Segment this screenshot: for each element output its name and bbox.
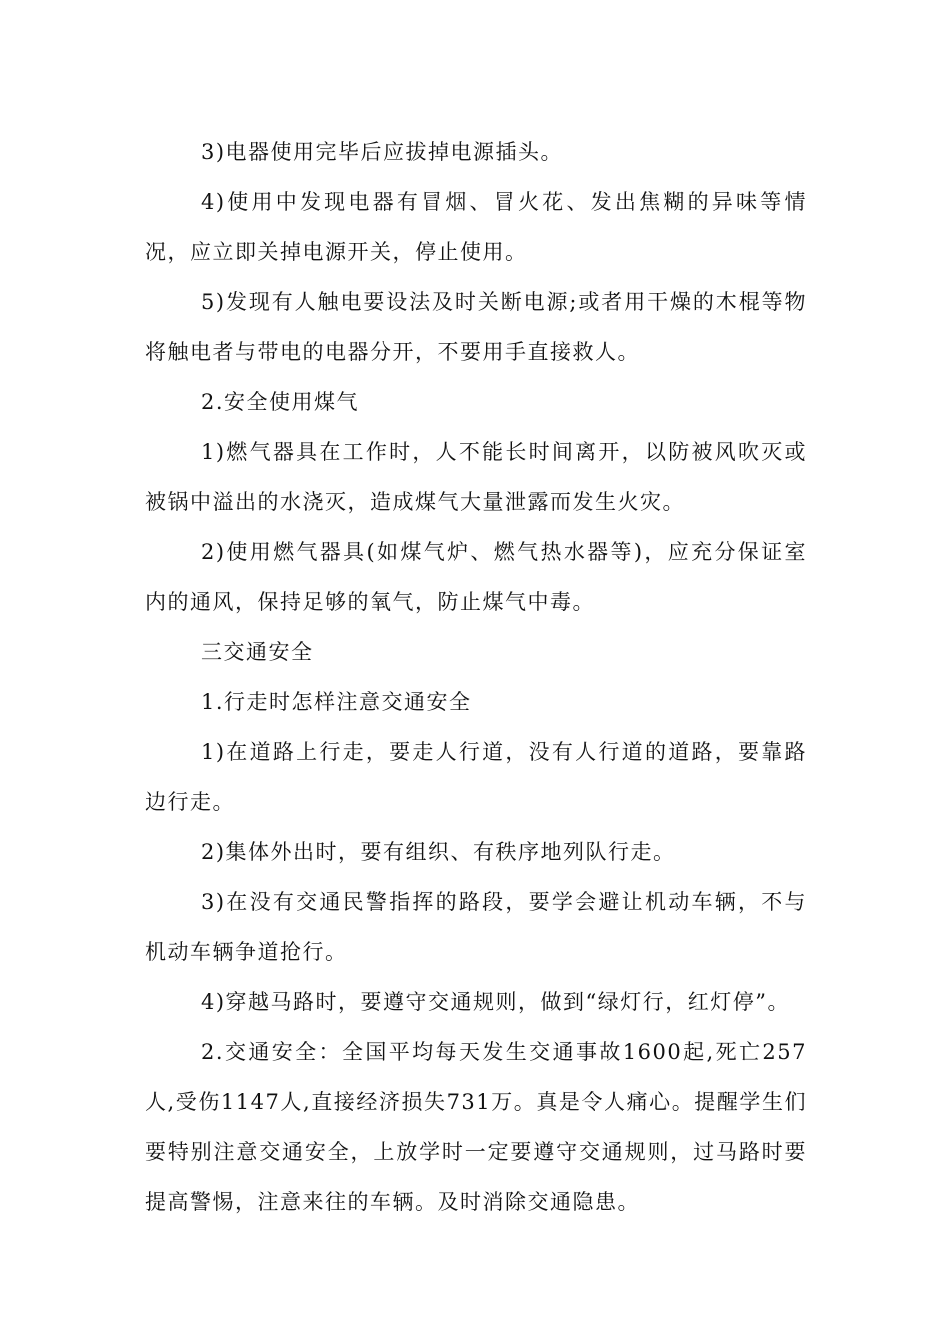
paragraph: 3)在没有交通民警指挥的路段，要学会避让机动车辆，不与机动车辆争道抢行。 xyxy=(145,890,807,964)
paragraph: 1)燃气器具在工作时，人不能长时间离开，以防被风吹灭或被锅中溢出的水浇灭，造成煤气大量泄露而发生火灾。 xyxy=(145,440,807,514)
section-heading: 2.安全使用煤气 xyxy=(201,390,360,414)
section-heading: 1.行走时怎样注意交通安全 xyxy=(201,690,472,714)
paragraph: 4)穿越马路时，要遵守交通规则，做到“绿灯行，红灯停”。 xyxy=(201,990,791,1014)
paragraph: 5)发现有人触电要设法及时关断电源;或者用干燥的木棍等物将触电者与带电的电器分开，不要用手直接救人。 xyxy=(145,290,807,364)
paragraph: 2)集体外出时，要有组织、有秩序地列队行走。 xyxy=(201,840,676,864)
paragraph: 4)使用中发现电器有冒烟、冒火花、发出焦糊的异味等情况，应立即关掉电源开关，停止使用。 xyxy=(145,190,807,264)
paragraph: 2)使用燃气器具(如煤气炉、燃气热水器等)，应充分保证室内的通风，保持足够的氧气，防止煤气中毒。 xyxy=(145,540,807,614)
document-body xyxy=(145,127,807,1227)
paragraph: 2.交通安全：全国平均每天发生交通事故1600起,死亡257人,受伤1147人,直接经济损失731万。真是令人痛心。提醒学生们要特别注意交通安全，上放学时一定要遵守交通规则，过马路时要提高警惕，注意来往的车辆。及时消除交通隐患。 xyxy=(145,1040,807,1214)
paragraph: 1)在道路上行走，要走人行道，没有人行道的道路，要靠路边行走。 xyxy=(145,740,807,814)
paragraph: 3)电器使用完毕后应拔掉电源插头。 xyxy=(201,140,564,164)
section-heading: 三交通安全 xyxy=(201,640,314,664)
